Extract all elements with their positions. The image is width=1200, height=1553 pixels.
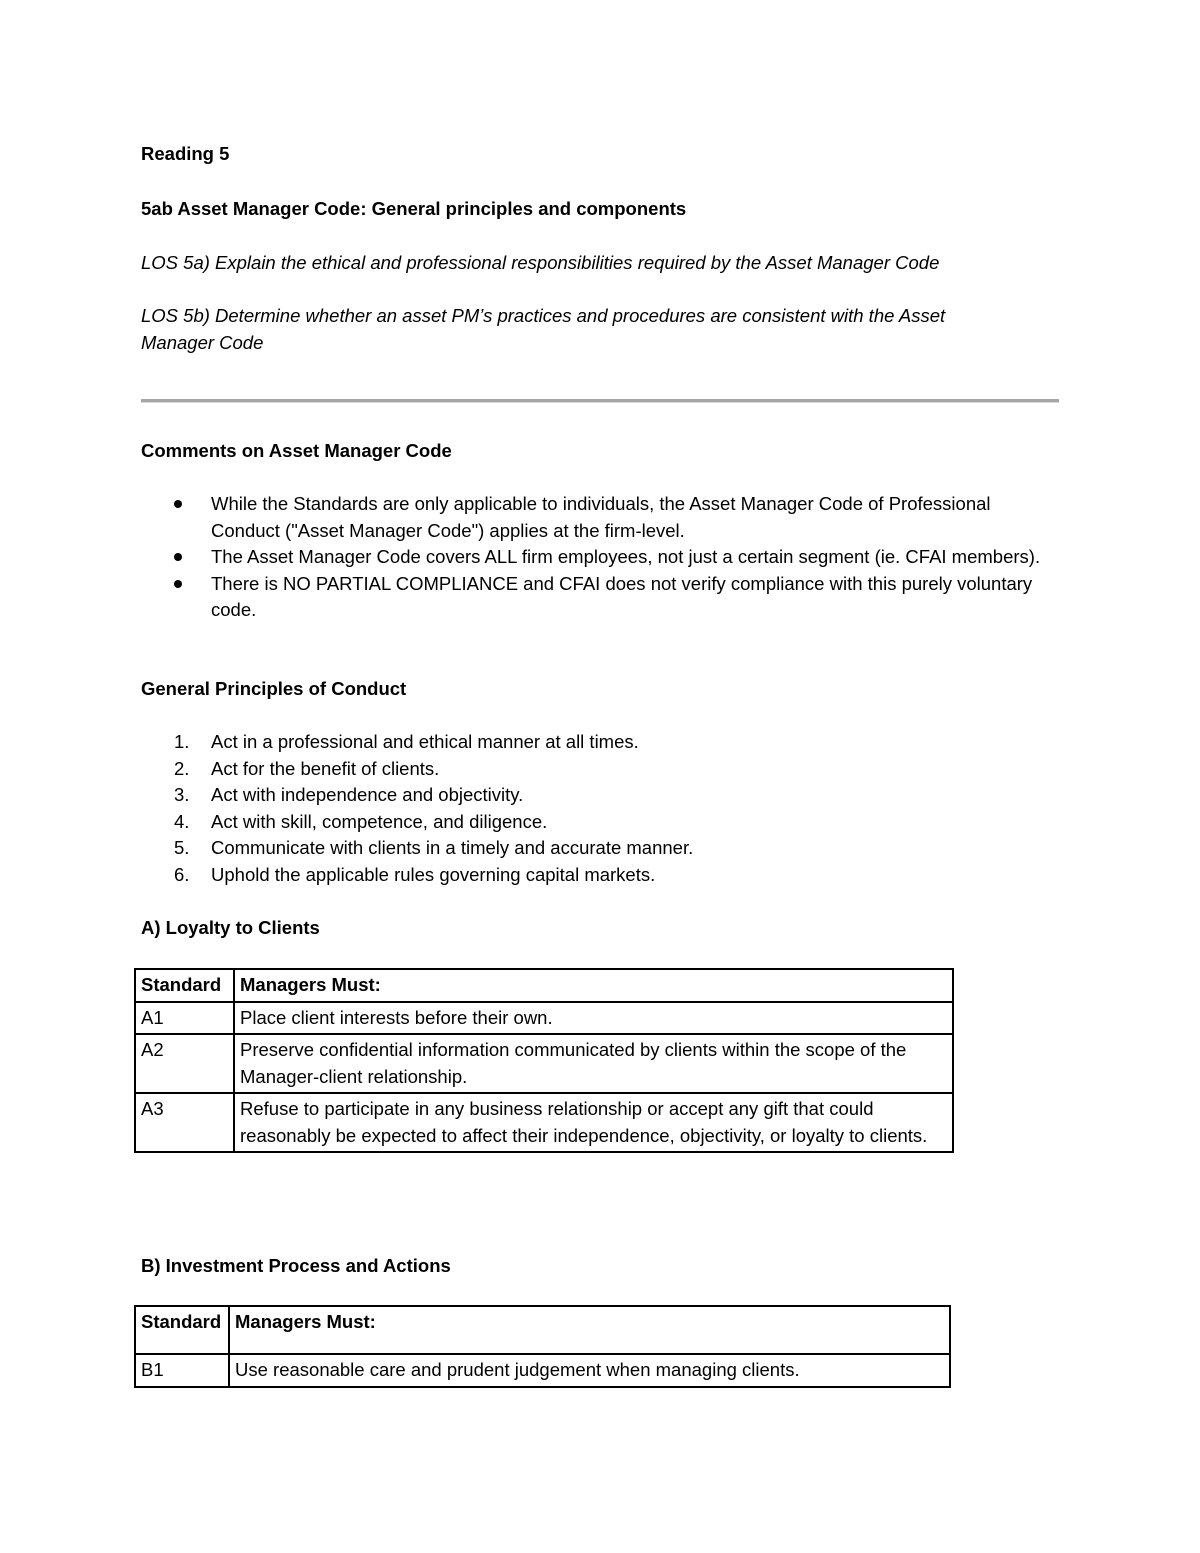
table-header-cell: Standard <box>135 969 234 1002</box>
bullet-icon <box>174 500 182 508</box>
comments-heading: Comments on Asset Manager Code <box>141 440 452 461</box>
list-item <box>141 809 1061 836</box>
horizontal-rule <box>141 399 1059 403</box>
table-row <box>135 1354 950 1387</box>
loyalty-table <box>134 968 954 1153</box>
table-header-cell: Managers Must: <box>229 1306 950 1354</box>
table-header-row <box>135 969 953 1002</box>
reading-label: Reading 5 <box>141 143 230 164</box>
principle-text: Act with independence and objectivity. <box>211 784 524 805</box>
comment-text: There is NO PARTIAL COMPLIANCE and CFAI does not verify compliance with this purely voluntary code. <box>211 572 1033 620</box>
principle-text: Act with skill, competence, and diligence. <box>211 810 548 832</box>
investment-process-table <box>134 1305 951 1388</box>
standard-code: A1 <box>135 1002 234 1035</box>
list-number: 1. <box>174 731 190 752</box>
list-number: 2. <box>174 757 190 779</box>
los-5b: LOS 5b) Determine whether an asset PM’s practices and procedures are consistent with the Asset Manager Code <box>141 305 946 353</box>
table-row <box>135 1034 953 1093</box>
list-number: 5. <box>174 837 190 858</box>
section-title: 5ab Asset Manager Code: General principles and components <box>141 198 687 219</box>
list-item <box>141 862 1061 889</box>
list-number: 6. <box>174 863 190 885</box>
standard-text: Place client interests before their own. <box>234 1002 953 1035</box>
standard-code: A2 <box>135 1034 234 1093</box>
list-number: 4. <box>174 810 190 832</box>
table-header-cell: Standard <box>135 1306 229 1354</box>
section-b-heading: B) Investment Process and Actions <box>141 1255 451 1276</box>
standard-code: B1 <box>135 1354 229 1387</box>
list-item <box>141 756 1061 783</box>
standard-text: Refuse to participate in any business relationship or accept any gift that could reasonably be expected to affect their independence, objectivity, or loyalty to clients. <box>234 1093 953 1152</box>
bullet-icon <box>174 553 182 561</box>
comment-text: While the Standards are only applicable to individuals, the Asset Manager Code of Professional Conduct ("Asset Manager Code") applies at the firm-level. <box>211 493 991 541</box>
list-number: 3. <box>174 784 190 805</box>
bullet-icon <box>174 580 182 588</box>
standard-text: Preserve confidential information communicated by clients within the scope of the Manager-client relationship. <box>234 1034 953 1093</box>
los-5a: LOS 5a) Explain the ethical and professional responsibilities required by the Asset Manager Code <box>141 252 940 273</box>
standard-code: A3 <box>135 1093 234 1152</box>
list-item <box>141 729 1061 756</box>
principle-text: Uphold the applicable rules governing capital markets. <box>211 863 656 885</box>
list-item <box>141 571 1061 624</box>
principle-text: Act in a professional and ethical manner at all times. <box>211 731 639 752</box>
principles-heading: General Principles of Conduct <box>141 678 407 699</box>
standard-text: Use reasonable care and prudent judgement when managing clients. <box>229 1354 950 1387</box>
principle-text: Communicate with clients in a timely and accurate manner. <box>211 837 694 858</box>
table-row <box>135 1002 953 1035</box>
list-item <box>141 782 1061 809</box>
principles-list <box>141 729 1061 888</box>
table-header-cell: Managers Must: <box>234 969 953 1002</box>
table-row <box>135 1093 953 1152</box>
comments-list <box>141 491 1061 624</box>
table-header-row <box>135 1306 950 1354</box>
section-a-heading: A) Loyalty to Clients <box>141 917 320 938</box>
list-item <box>141 544 1061 571</box>
principle-text: Act for the benefit of clients. <box>211 757 440 779</box>
list-item <box>141 491 1061 544</box>
comment-text: The Asset Manager Code covers ALL firm employees, not just a certain segment (ie. CFAI members). <box>211 546 1041 567</box>
list-item <box>141 835 1061 862</box>
